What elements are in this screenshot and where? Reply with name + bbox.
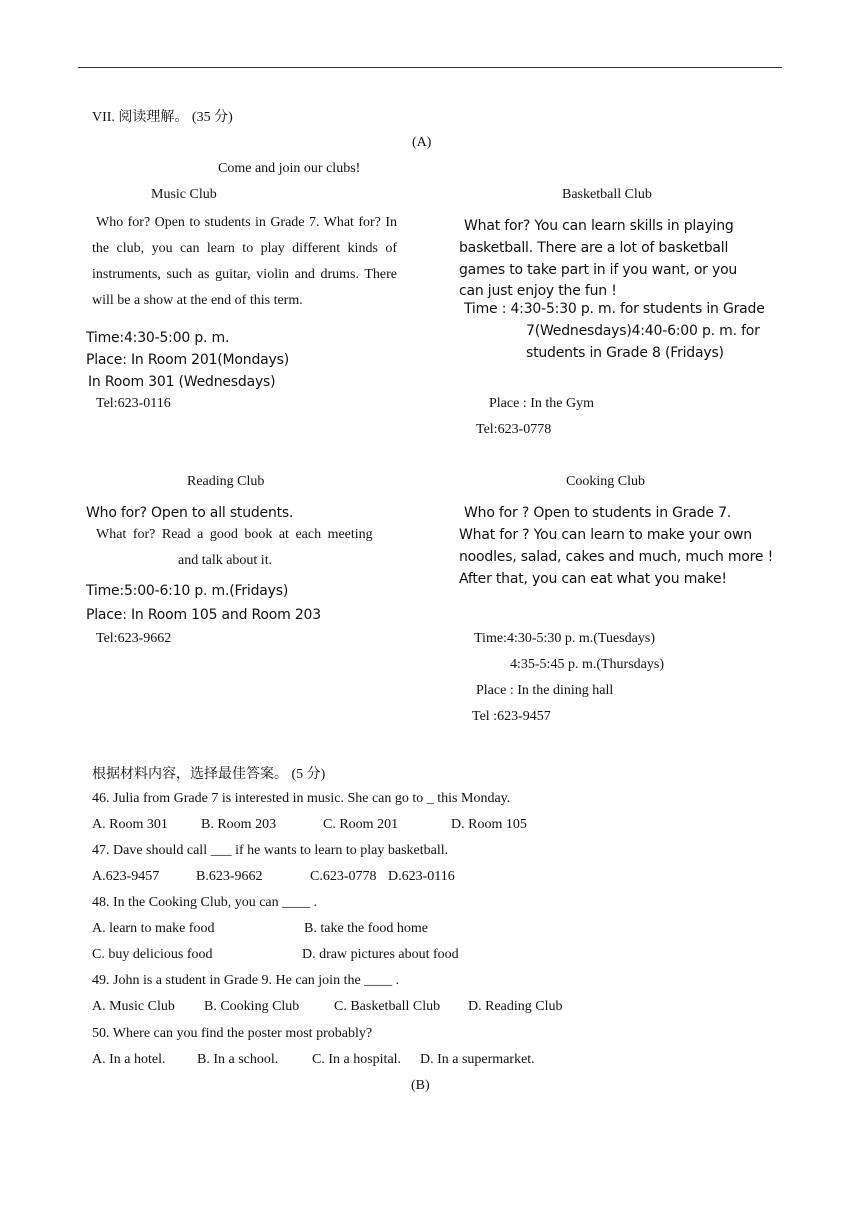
reading-club-place: Place: In Room 105 and Room 203 — [86, 607, 321, 623]
q48-option-a: A. learn to make food — [92, 921, 215, 936]
cooking-club-desc-3: noodles, salad, cakes and much, much more ! — [459, 549, 773, 565]
basketball-club-desc-2: basketball. There are a lot of basketball — [459, 240, 729, 256]
instructions: 根据材料内容，选择最佳答案。 (5 分) — [92, 767, 326, 782]
q49-option-d: D. Reading Club — [468, 999, 563, 1014]
reading-club-who: Who for? Open to all students. — [86, 505, 294, 521]
q49-option-c: C. Basketball Club — [334, 999, 441, 1014]
basketball-club-time-2: 7(Wednesdays)4:40-6:00 p. m. for — [526, 323, 760, 339]
q50-option-d: D. In a supermarket. — [420, 1052, 535, 1067]
header-rule — [78, 67, 782, 68]
poster-title: Come and join our clubs! — [218, 161, 361, 176]
basketball-club-desc-3: games to take part in if you want, or you — [459, 262, 738, 278]
reading-club-tel: Tel:623-9662 — [96, 631, 172, 646]
q47-option-c: C.623-0778 — [310, 869, 377, 884]
cooking-club-tel: Tel :623-9457 — [472, 709, 551, 724]
reading-club-what-2: and talk about it. — [178, 553, 273, 568]
q49-option-a: A. Music Club — [92, 999, 175, 1014]
q48-option-d: D. draw pictures about food — [302, 947, 459, 962]
cooking-club-desc-1: Who for ? Open to students in Grade 7. — [464, 505, 732, 521]
music-club-name: Music Club — [151, 187, 217, 202]
q50-option-c: C. In a hospital. — [312, 1052, 402, 1067]
basketball-club-tel: Tel:623-0778 — [476, 422, 552, 437]
q46-option-a: A. Room 301 — [92, 817, 168, 832]
q47-option-d: D.623-0116 — [388, 869, 455, 884]
music-club-time: Time:4:30-5:00 p. m. — [86, 330, 230, 346]
part-a-label: (A) — [412, 135, 432, 150]
part-b-label: (B) — [411, 1078, 430, 1093]
q50-option-a: A. In a hotel. — [92, 1052, 166, 1067]
music-club-place: Place: In Room 201(Mondays) — [86, 352, 289, 368]
music-club-desc: Who for? Open to students in Grade 7. What for? In the club, you can learn to play different kinds of instruments, such as guitar, violin and drums. There will be a show at the end of this term. — [92, 215, 397, 308]
basketball-club-time-3: students in Grade 8 (Fridays) — [526, 345, 724, 361]
cooking-club-desc-4: After that, you can eat what you make! — [459, 571, 727, 587]
question-47: 47. Dave should call ___ if he wants to learn to play basketball. — [92, 843, 449, 858]
basketball-club-time-1: Time : 4:30-5:30 p. m. for students in Grade — [464, 301, 765, 317]
reading-club-what: What for? Read a good book at each meeting — [96, 527, 373, 542]
q48-option-b: B. take the food home — [304, 921, 429, 936]
basketball-club-name: Basketball Club — [562, 187, 652, 202]
basketball-club-desc-1: What for? You can learn skills in playing — [464, 218, 734, 234]
q46-option-d: D. Room 105 — [451, 817, 527, 832]
question-48: 48. In the Cooking Club, you can ____ . — [92, 895, 318, 910]
music-club-place-2: In Room 301 (Wednesdays) — [88, 374, 276, 390]
cooking-club-time-2: 4:35-5:45 p. m.(Thursdays) — [510, 657, 664, 672]
question-50: 50. Where can you find the poster most probably? — [92, 1026, 373, 1041]
reading-club-name: Reading Club — [187, 474, 265, 489]
question-46: 46. Julia from Grade 7 is interested in music. She can go to _ this Monday. — [92, 791, 511, 806]
q50-option-b: B. In a school. — [197, 1052, 279, 1067]
cooking-club-time-1: Time:4:30-5:30 p. m.(Tuesdays) — [474, 631, 655, 646]
cooking-club-desc-2: What for ? You can learn to make your own — [459, 527, 752, 543]
cooking-club-name: Cooking Club — [566, 474, 645, 489]
basketball-club-place: Place : In the Gym — [489, 396, 594, 411]
q46-option-c: C. Room 201 — [323, 817, 399, 832]
cooking-club-place: Place : In the dining hall — [476, 683, 614, 698]
q47-option-a: A.623-9457 — [92, 869, 160, 884]
question-49: 49. John is a student in Grade 9. He can join the ____ . — [92, 973, 400, 988]
q48-option-c: C. buy delicious food — [92, 947, 213, 962]
q49-option-b: B. Cooking Club — [204, 999, 300, 1014]
q47-option-b: B.623-9662 — [196, 869, 263, 884]
music-club-tel: Tel:623-0116 — [96, 396, 171, 411]
reading-club-time: Time:5:00-6:10 p. m.(Fridays) — [86, 583, 289, 599]
section-title: VII. 阅读理解。 (35 分) — [92, 110, 233, 125]
q46-option-b: B. Room 203 — [201, 817, 277, 832]
basketball-club-desc-4: can just enjoy the fun ! — [459, 283, 617, 299]
